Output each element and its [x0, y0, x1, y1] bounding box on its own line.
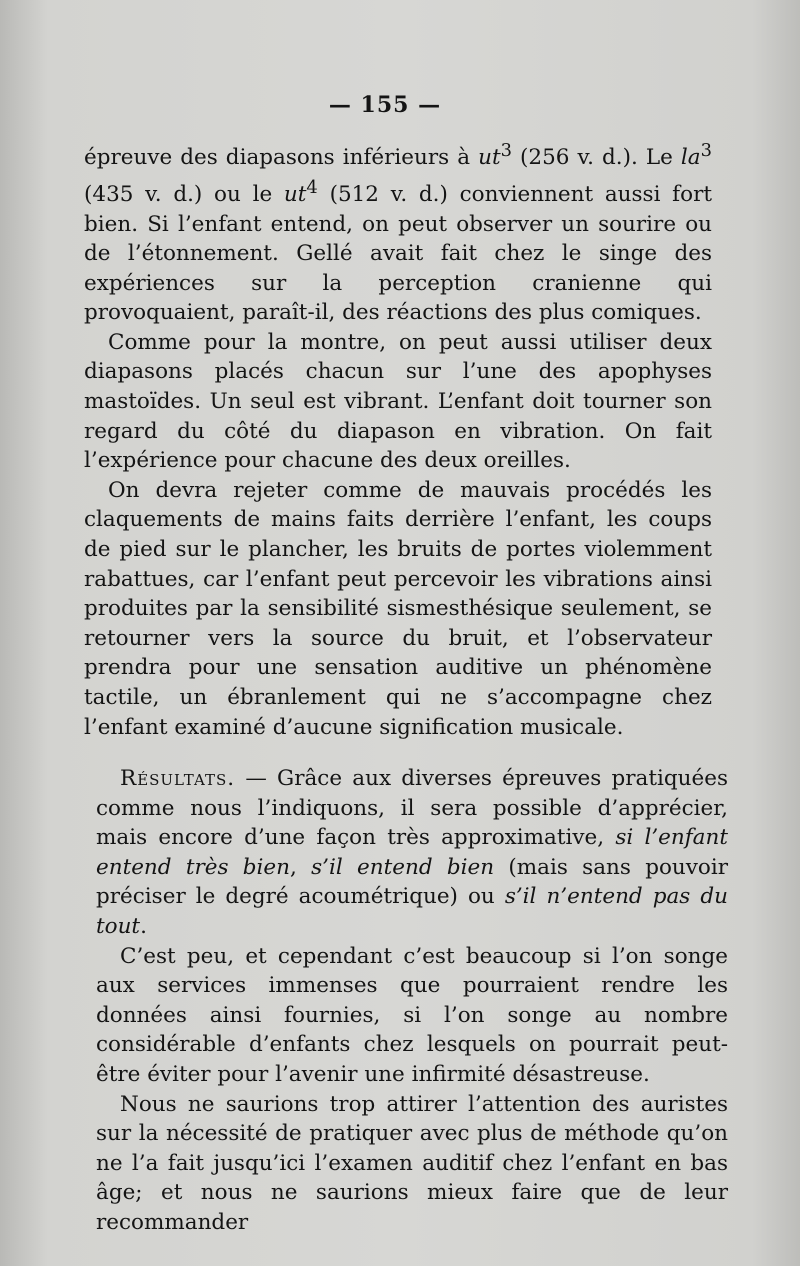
text-segment: Nous ne saurions trop attirer l’attention des auristes sur la nécessité de pratiquer avec plus de méthode qu’on ne l’a fait jusqu’ici l’examen auditif chez l’enfant en bas âge; et nous ne saurions mieux faire que de leur recommander — [96, 1091, 728, 1235]
superscript: 3 — [500, 140, 512, 161]
text-segment: Comme pour la montre, on peut aussi utiliser deux diapasons placés chacun sur l’une des apophyses mastoïdes. Un seul est vibrant. L’enfant doit tourner son regard du côté du diapason en vibration. On fait l’expérience pour chacune des deux oreilles. — [84, 329, 712, 474]
text-segment: — Grâce aux diverses épreuves pratiquées comme nous l’indiquons, il sera possible d’apprécier, mais encore d’une façon très approximative, — [96, 766, 728, 851]
body-text-top — [84, 136, 712, 742]
text-segment: C’est peu, et cependant c’est beaucoup si l’on songe aux services immenses que pourraient rendre les données ainsi fournies, si l’on songe au nombre considérable d’enfants chez lesquels on pourrait peut-être éviter pour l’avenir une infirmité désastreuse. — [96, 943, 728, 1087]
text-segment: (435 v. d.) ou le — [84, 181, 284, 207]
paragraph-tuning-forks — [84, 328, 712, 476]
text-segment: (mais sans pouvoir préciser le degré acoumétrique) ou — [96, 854, 728, 910]
text-segment: On devra rejeter comme de mauvais procédés les claquements de mains faits derrière l’enfant, les coups de pied sur le plancher, les bruits de portes violemment rabattues, car l’enfant peut percevoir les vibrations ainsi produites par la sensibilité sismesthésique seulement, se retourner vers la source du bruit, et l’observateur prendra pour une sensation auditive un phénomène tactile, un ébranlement qui ne s’accompagne chez l’enfant examiné d’aucune signification musicale. — [84, 477, 712, 740]
text-segment: épreuve des diapasons inférieurs à — [84, 145, 479, 171]
paragraph-results — [96, 764, 728, 942]
section-heading: Résultats. — [120, 766, 236, 791]
body-text-bottom — [96, 764, 728, 1238]
text-segment: (512 v. d.) conviennent aussi fort bien. Si l’enfant entend, on peut observer un sourire ou de l’étonnement. Gellé avait fait chez le singe des expériences sur la perception cranienne qui provoquaient, paraît-il, des réactions des plus comiques. — [84, 181, 712, 326]
paragraph-continuation — [84, 136, 712, 328]
text-segment: si l’enfant entend très bien — [96, 825, 728, 880]
page-number: — 155 — — [328, 92, 442, 118]
paragraph-auristes — [96, 1090, 728, 1238]
text-segment: . — [140, 913, 147, 939]
text-segment: la — [680, 145, 701, 171]
superscript: 4 — [306, 176, 318, 198]
text-segment: s’il n’entend pas du tout — [96, 884, 728, 939]
text-segment: , — [290, 854, 312, 880]
text-segment: ut — [478, 145, 501, 171]
text-segment: ut — [283, 181, 307, 207]
text-segment: s’il entend bien — [311, 854, 495, 880]
text-segment: (256 v. d.). Le — [512, 145, 681, 171]
superscript: 3 — [700, 140, 712, 161]
paragraph-bad-procedures — [84, 476, 712, 742]
paragraph-services — [96, 942, 728, 1090]
